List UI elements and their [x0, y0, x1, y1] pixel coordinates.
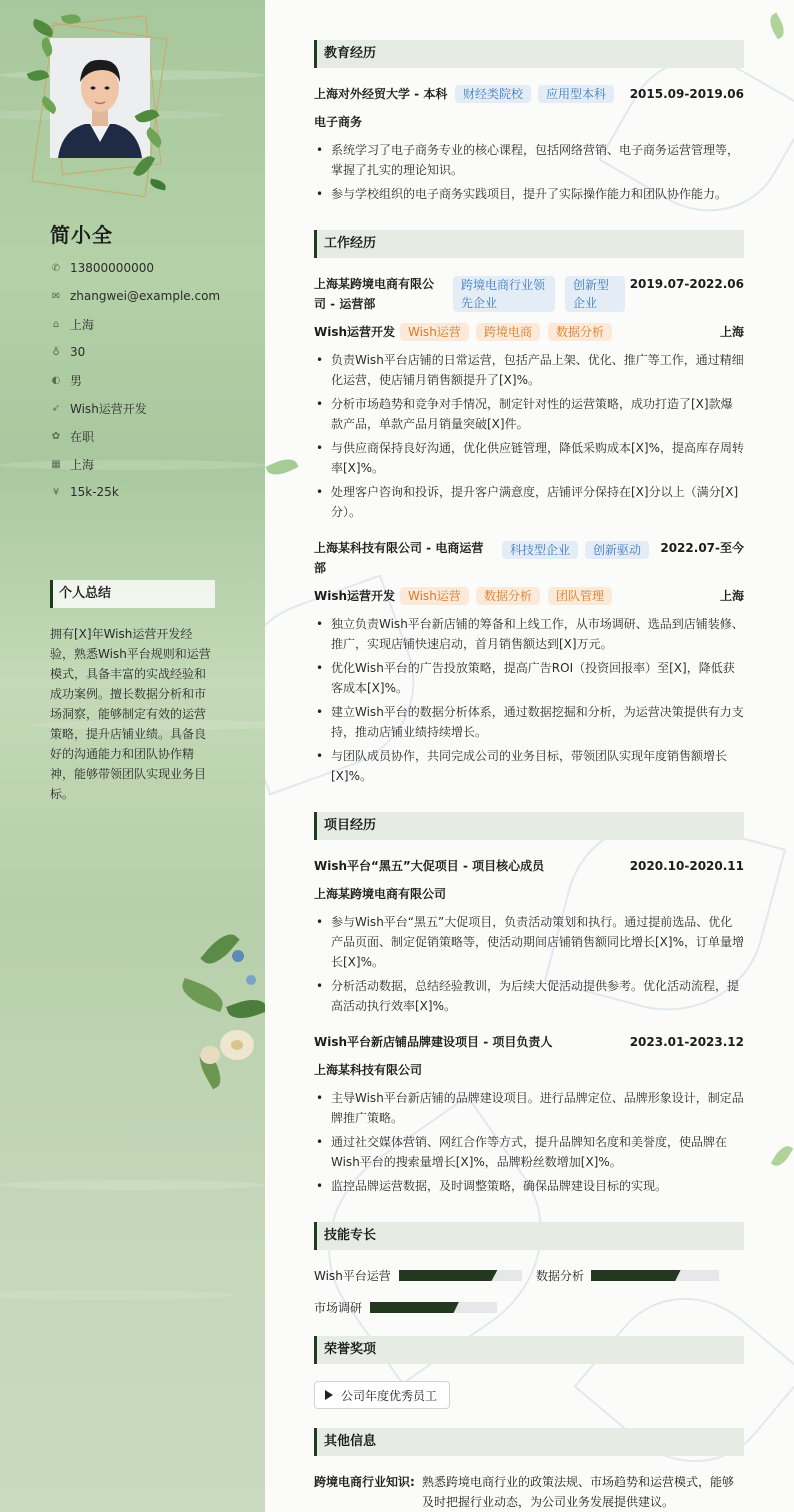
- send-icon: ➶: [51, 402, 61, 414]
- skill-label: 市场调研: [314, 1301, 363, 1315]
- info-target-city: ▦ 上海: [51, 457, 95, 472]
- info-email: ✉ zhangwei@example.com: [51, 289, 221, 303]
- award-label: 公司年度优秀员工: [341, 1388, 438, 1403]
- candidate-name: 简小全: [50, 223, 113, 247]
- role-tag: Wish运营: [400, 587, 469, 605]
- job-role: Wish运营开发: [314, 325, 396, 339]
- skill-label: 数据分析: [536, 1269, 585, 1283]
- info-location: ⌂ 上海: [50, 316, 94, 332]
- project-date: 2023.01-2023.12: [629, 1035, 744, 1049]
- job-bullet: • 独立负责Wish平台新店铺的筹备和上线工作，从市场调研、选品到店铺装修、推广，实现店铺快速启动，首月销售额达到[X]万元。: [314, 614, 744, 654]
- info-phone: ✆ 13800000000: [51, 261, 154, 275]
- status-icon: ✿: [51, 430, 61, 442]
- school-tag: 财经类院校: [455, 85, 531, 103]
- other-text: 熟悉跨境电商行业的政策法规、市场趋势和运营模式，能够及时把握行业动态，为公司业务发展提供建议。: [422, 1475, 735, 1509]
- skill-bar-fill: [399, 1270, 497, 1281]
- company-tag: 创新驱动: [585, 541, 649, 559]
- summary-text: 拥有[X]年Wish运营开发经验，熟悉Wish平台规则和运营模式，具备丰富的实战经验和成功案例。擅长数据分析和市场洞察，能够制定有效的运营策略，提升店铺业绩。具备良好的沟通能力和团队协作精神，能够带领团队实现业务目标。: [50, 627, 211, 801]
- project-bullet: • 分析活动数据，总结经验教训，为后续大促活动提供参考。优化活动流程，提高活动执行效率[X]%。: [314, 976, 744, 1016]
- gender-icon: ◐: [51, 374, 61, 386]
- salary-icon: ¥: [52, 486, 60, 498]
- info-gender: ◐ 男: [51, 373, 83, 388]
- job-bullet: • 建立Wish平台的数据分析体系，通过数据挖掘和分析，为运营决策提供有力支持，推动店铺业绩持续增长。: [314, 702, 744, 742]
- job-bullet: • 与供应商保持良好沟通，优化供应链管理，降低采购成本[X]%，提高库存周转率[X]%。: [314, 438, 744, 478]
- job-bullet: • 负责Wish平台店铺的日常运营，包括产品上架、优化、推广等工作，通过精细化运营，使店铺月销售额提升了[X]%。: [314, 350, 744, 390]
- skill-bar-fill: [370, 1302, 459, 1313]
- caret-right-icon: [325, 1390, 333, 1400]
- education-heading: 教育经历: [314, 40, 744, 68]
- building-icon: ▦: [51, 458, 61, 470]
- award-toggle[interactable]: [314, 1381, 450, 1409]
- skill-bar: [591, 1270, 719, 1281]
- skill-label: Wish平台运营: [314, 1269, 391, 1283]
- project-org: 上海某跨境电商有限公司: [314, 887, 447, 901]
- skills-heading: 技能专长: [314, 1222, 744, 1250]
- work-heading: 工作经历: [314, 230, 744, 258]
- job-bullet: • 与团队成员协作，共同完成公司的业务目标，带领团队实现年度销售额增长[X]%。: [314, 746, 744, 786]
- project-name: Wish平台“黑五”大促项目 - 项目核心成员: [314, 859, 545, 873]
- job-date: 2022.07-至今: [660, 541, 744, 555]
- school-name: 上海对外经贸大学 - 本科: [314, 87, 448, 101]
- job-bullet: • 分析市场趋势和竞争对手情况，制定针对性的运营策略，成功打造了[X]款爆款产品，单款产品月销量突破[X]件。: [314, 394, 744, 434]
- job-bullet: • 优化Wish平台的广告投放策略，提高广告ROI（投资回报率）至[X]，降低获客成本[X]%。: [314, 658, 744, 698]
- honors-heading: 荣誉奖项: [314, 1336, 744, 1364]
- education-bullet: • 参与学校组织的电子商务实践项目，提升了实际操作能力和团队协作能力。: [314, 184, 744, 204]
- age-icon: ♁: [52, 346, 60, 358]
- skill-bar-fill: [591, 1270, 681, 1281]
- project-bullet: • 通过社交媒体营销、网红合作等方式，提升品牌知名度和美誉度，使品牌在Wish平台的搜索量增长[X]%，品牌粉丝数增加[X]%。: [314, 1132, 744, 1172]
- summary-heading: 个人总结: [50, 580, 215, 608]
- info-age: ♁ 30: [50, 344, 85, 360]
- company-name: 上海某科技有限公司 - 电商运营部: [314, 541, 484, 575]
- education-major: 电子商务: [314, 115, 363, 129]
- mail-icon: ✉: [51, 290, 61, 302]
- sidebar: [0, 0, 265, 1512]
- project-bullet: • 主导Wish平台新店铺的品牌建设项目。进行品牌定位、品牌形象设计，制定品牌推广策略。: [314, 1088, 744, 1128]
- company-name: 上海某跨境电商有限公司 - 运营部: [314, 277, 435, 311]
- project-org: 上海某科技有限公司: [314, 1063, 423, 1077]
- project-date: 2020.10-2020.11: [629, 859, 744, 873]
- skill-bar: [399, 1270, 522, 1281]
- role-tag: Wish运营: [400, 323, 469, 341]
- role-tag: 数据分析: [548, 323, 612, 341]
- photo-frame-decoration: [32, 20, 172, 200]
- other-heading: 其他信息: [314, 1428, 744, 1456]
- role-tag: 数据分析: [476, 587, 540, 605]
- company-tag: 跨境电商行业领先企业: [453, 276, 555, 312]
- info-status: ✿ 在职: [51, 429, 95, 444]
- avatar: [50, 38, 150, 158]
- other-label: 跨境电商行业知识:: [314, 1475, 415, 1489]
- project-name: Wish平台新店铺品牌建设项目 - 项目负责人: [314, 1035, 553, 1049]
- company-tag: 科技型企业: [502, 541, 578, 559]
- info-salary: ¥ 15k-25k: [50, 484, 119, 500]
- job-location: 上海: [719, 325, 744, 339]
- job-role: Wish运营开发: [314, 589, 396, 603]
- info-target-job: ➶ Wish运营开发: [51, 401, 147, 416]
- home-icon: ⌂: [52, 318, 60, 330]
- education-date: 2015.09-2019.06: [629, 87, 744, 101]
- projects-heading: 项目经历: [314, 812, 744, 840]
- job-date: 2019.07-2022.06: [629, 277, 744, 291]
- company-tag: 创新型企业: [565, 276, 625, 312]
- main-content: [265, 0, 794, 1512]
- project-bullet: • 参与Wish平台“黑五”大促项目，负责活动策划和执行。通过提前选品、优化产品页面、制定促销策略等，使活动期间店铺销售额同比增长[X]%，订单量增长[X]%。: [314, 912, 744, 972]
- job-bullet: • 处理客户咨询和投诉，提升客户满意度，店铺评分保持在[X]分以上（满分[X]分）。: [314, 482, 744, 522]
- job-location: 上海: [719, 589, 744, 603]
- school-tag: 应用型本科: [538, 85, 614, 103]
- role-tag: 团队管理: [548, 587, 612, 605]
- education-bullet: • 系统学习了电子商务专业的核心课程，包括网络营销、电子商务运营管理等，掌握了扎实的理论知识。: [314, 140, 744, 180]
- role-tag: 跨境电商: [476, 323, 540, 341]
- project-bullet: • 监控品牌运营数据，及时调整策略，确保品牌建设目标的实现。: [314, 1176, 744, 1196]
- skill-bar: [370, 1302, 497, 1313]
- phone-icon: ✆: [51, 262, 61, 274]
